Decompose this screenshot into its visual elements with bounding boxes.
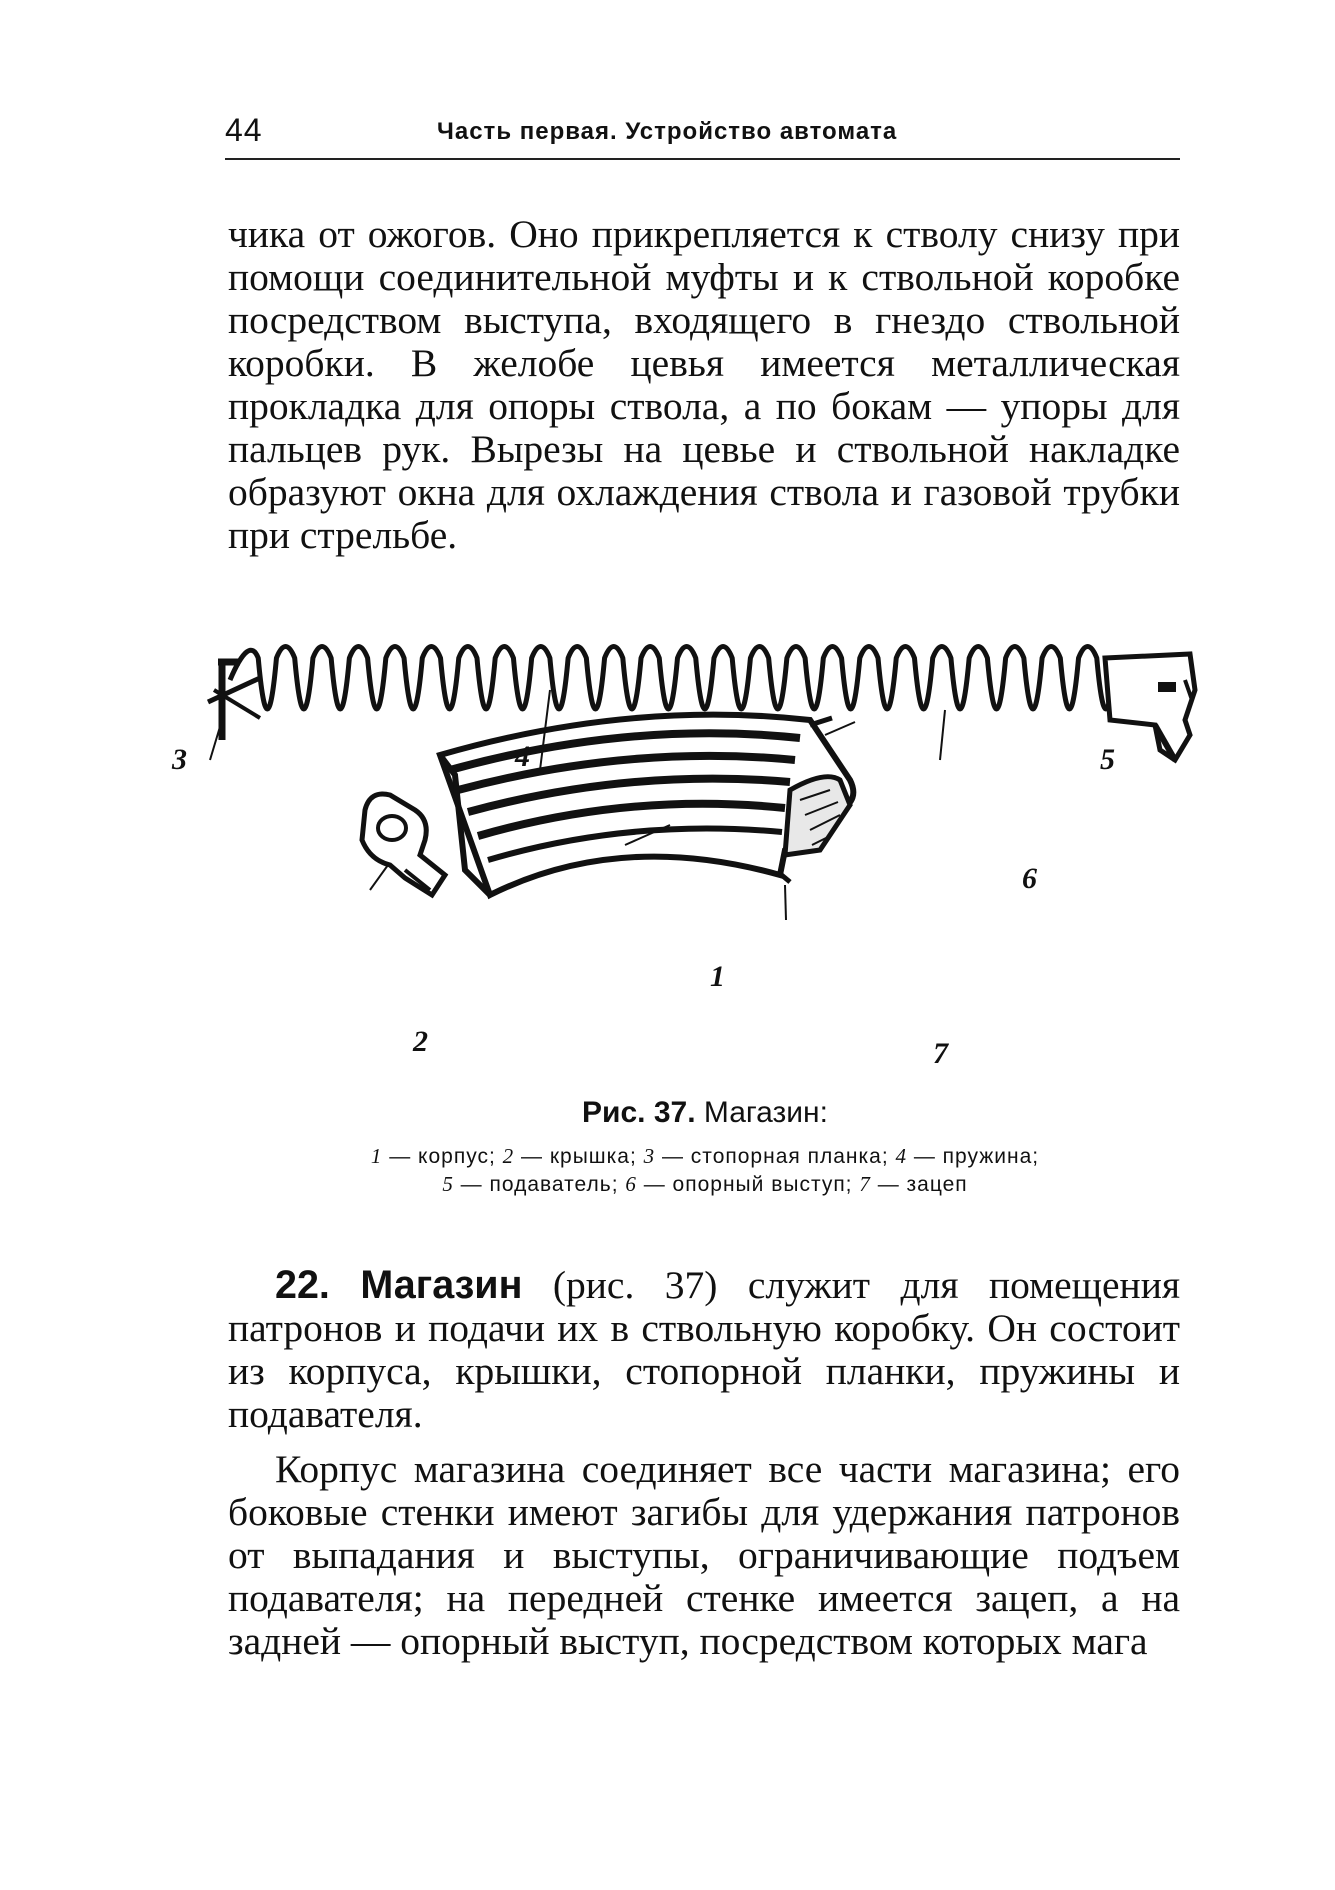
legend-text: — зацеп — [870, 1173, 968, 1196]
running-head: Часть первая. Устройство автомата — [437, 118, 898, 145]
label-1: 1 — [710, 960, 725, 993]
figure-legend-line-2 — [210, 1171, 1200, 1198]
section-heading: Магазин — [360, 1263, 523, 1307]
legend-number: 5 — [442, 1172, 454, 1196]
label-6: 6 — [1022, 862, 1037, 895]
legend-number: 4 — [895, 1144, 907, 1168]
legend-number: 3 — [643, 1144, 656, 1168]
label-4: 4 — [515, 740, 530, 773]
legend-text: — пружина; — [906, 1145, 1040, 1168]
label-3: 3 — [172, 743, 187, 776]
page-header — [225, 112, 1180, 160]
follower-drawing — [1105, 654, 1195, 760]
figure-caption — [210, 1096, 1200, 1130]
section-number: 22. — [275, 1263, 330, 1307]
section-paragraph-1 — [228, 1264, 1180, 1436]
section-paragraph-1-text: (рис. 37) служит для помещения патронов и подачи их в ствольную коробку. Он состоит из корпуса, крышки, стопорной планки, пружины и подавателя. — [228, 1263, 1181, 1436]
top-paragraph: чика от ожогов. Оно прикрепляется к стволу снизу при помощи соединительной муфты и к ствольной коробке посредством выступа, входящего в гнездо ствольной коробки. В желобе цевья имеется металлическая прокладка для опоры ствола, а по бокам — упоры для пальцев рук. Вырезы на цевье и ствольной накладке образуют окна для охлаждения ствола и газовой трубки при стрельбе. — [228, 212, 1180, 557]
figure-legend-line-1 — [210, 1143, 1200, 1170]
figure-magazine — [172, 640, 1220, 1090]
legend-number: 2 — [502, 1144, 515, 1168]
legend-number: 6 — [625, 1172, 637, 1196]
label-5: 5 — [1100, 743, 1115, 776]
page-number: 44 — [225, 112, 263, 148]
cover-drawing — [362, 794, 445, 895]
caption-prefix: Рис. 37. — [582, 1096, 696, 1129]
section-22 — [228, 1264, 1180, 1663]
legend-text: — крышка; — [514, 1145, 644, 1168]
label-7: 7 — [933, 1037, 948, 1070]
legend-number: 1 — [370, 1144, 383, 1168]
legend-text: — подаватель; — [453, 1173, 626, 1196]
section-paragraph-2: Корпус магазина соединяет все части магазина; его боковые стенки имеют загибы для удержания патронов от выпадания и выступы, ограничивающие подъем подавателя; на передней стенке имеется зацеп, а на задней — опорный выступ, посредством которых мага — [228, 1447, 1180, 1663]
magazine-illustration — [200, 640, 1220, 1090]
legend-text: — корпус; — [382, 1145, 503, 1168]
legend-number: 7 — [859, 1172, 871, 1196]
label-2: 2 — [413, 1025, 428, 1058]
legend-text: — опорный выступ; — [636, 1173, 860, 1196]
magazine-body-drawing — [440, 715, 853, 895]
caption-title: Магазин: — [703, 1096, 828, 1129]
legend-text: — стопорная планка; — [655, 1145, 896, 1168]
top-text-block — [228, 213, 1180, 557]
